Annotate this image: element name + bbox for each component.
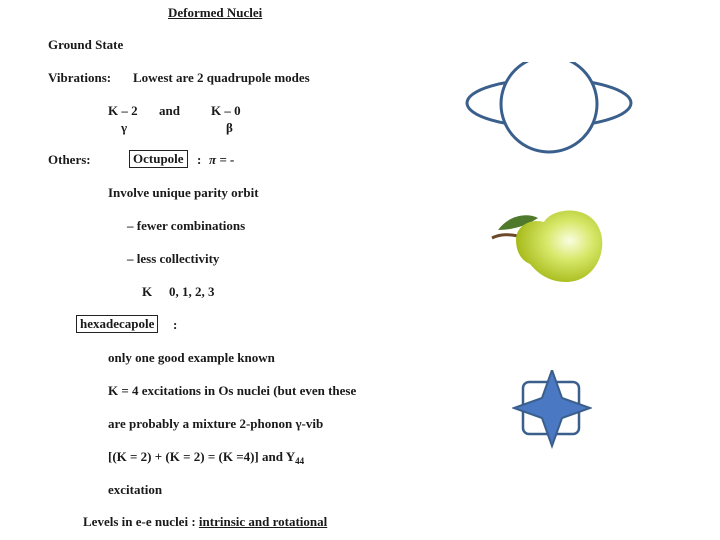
hexadecapole-colon: : (173, 317, 178, 332)
and-text: and (159, 103, 180, 118)
gamma-mode-k: K – 2 (108, 103, 138, 118)
vibrations-text: Lowest are 2 quadrupole modes (133, 70, 310, 85)
hexadecapole-line-5: excitation (108, 482, 163, 497)
hexadecapole-line-4-subscript: 44 (295, 456, 305, 466)
bullet-less-collectivity: – less collectivity (127, 251, 220, 266)
beta-mode-k: K – 0 (211, 103, 241, 118)
bullet-fewer-combinations: – fewer combinations (127, 218, 246, 233)
octupole-box: Octupole (129, 150, 188, 168)
hexadecapole-line-2: K = 4 excitations in Os nuclei (but even these (108, 383, 357, 398)
others-label: Others: (48, 152, 91, 167)
footer-prefix: Levels in e-e nuclei : (83, 514, 196, 529)
gamma-symbol: γ (121, 120, 128, 135)
k-values: 0, 1, 2, 3 (169, 284, 215, 299)
octupole-colon: : (197, 152, 202, 167)
octupole-parity: π = - (209, 152, 235, 167)
beta-symbol: β (226, 120, 233, 135)
footer-underlined: intrinsic and rotational (198, 514, 328, 529)
ground-state-heading: Ground State (48, 37, 124, 52)
page-title: Deformed Nuclei (168, 5, 263, 20)
hexadecapole-line-4-main: [(K = 2) + (K = 2) = (K =4)] and Y (108, 449, 296, 464)
hexadecapole-line-1: only one good example known (108, 350, 275, 365)
k-label: K (142, 284, 153, 299)
hexadecapole-line-3: are probably a mixture 2-phonon γ-vib (108, 416, 324, 431)
hexadecapole-line-4 (108, 449, 304, 469)
involve-text: Involve unique parity orbit (108, 185, 259, 200)
hexadecapole-box: hexadecapole (76, 315, 158, 333)
star-hexadecapole-icon (512, 370, 592, 450)
vibrations-label: Vibrations: (48, 70, 112, 85)
footer-line (83, 514, 327, 530)
quadrupole-shape-icon (460, 62, 640, 158)
pear-octupole-icon (486, 200, 610, 286)
